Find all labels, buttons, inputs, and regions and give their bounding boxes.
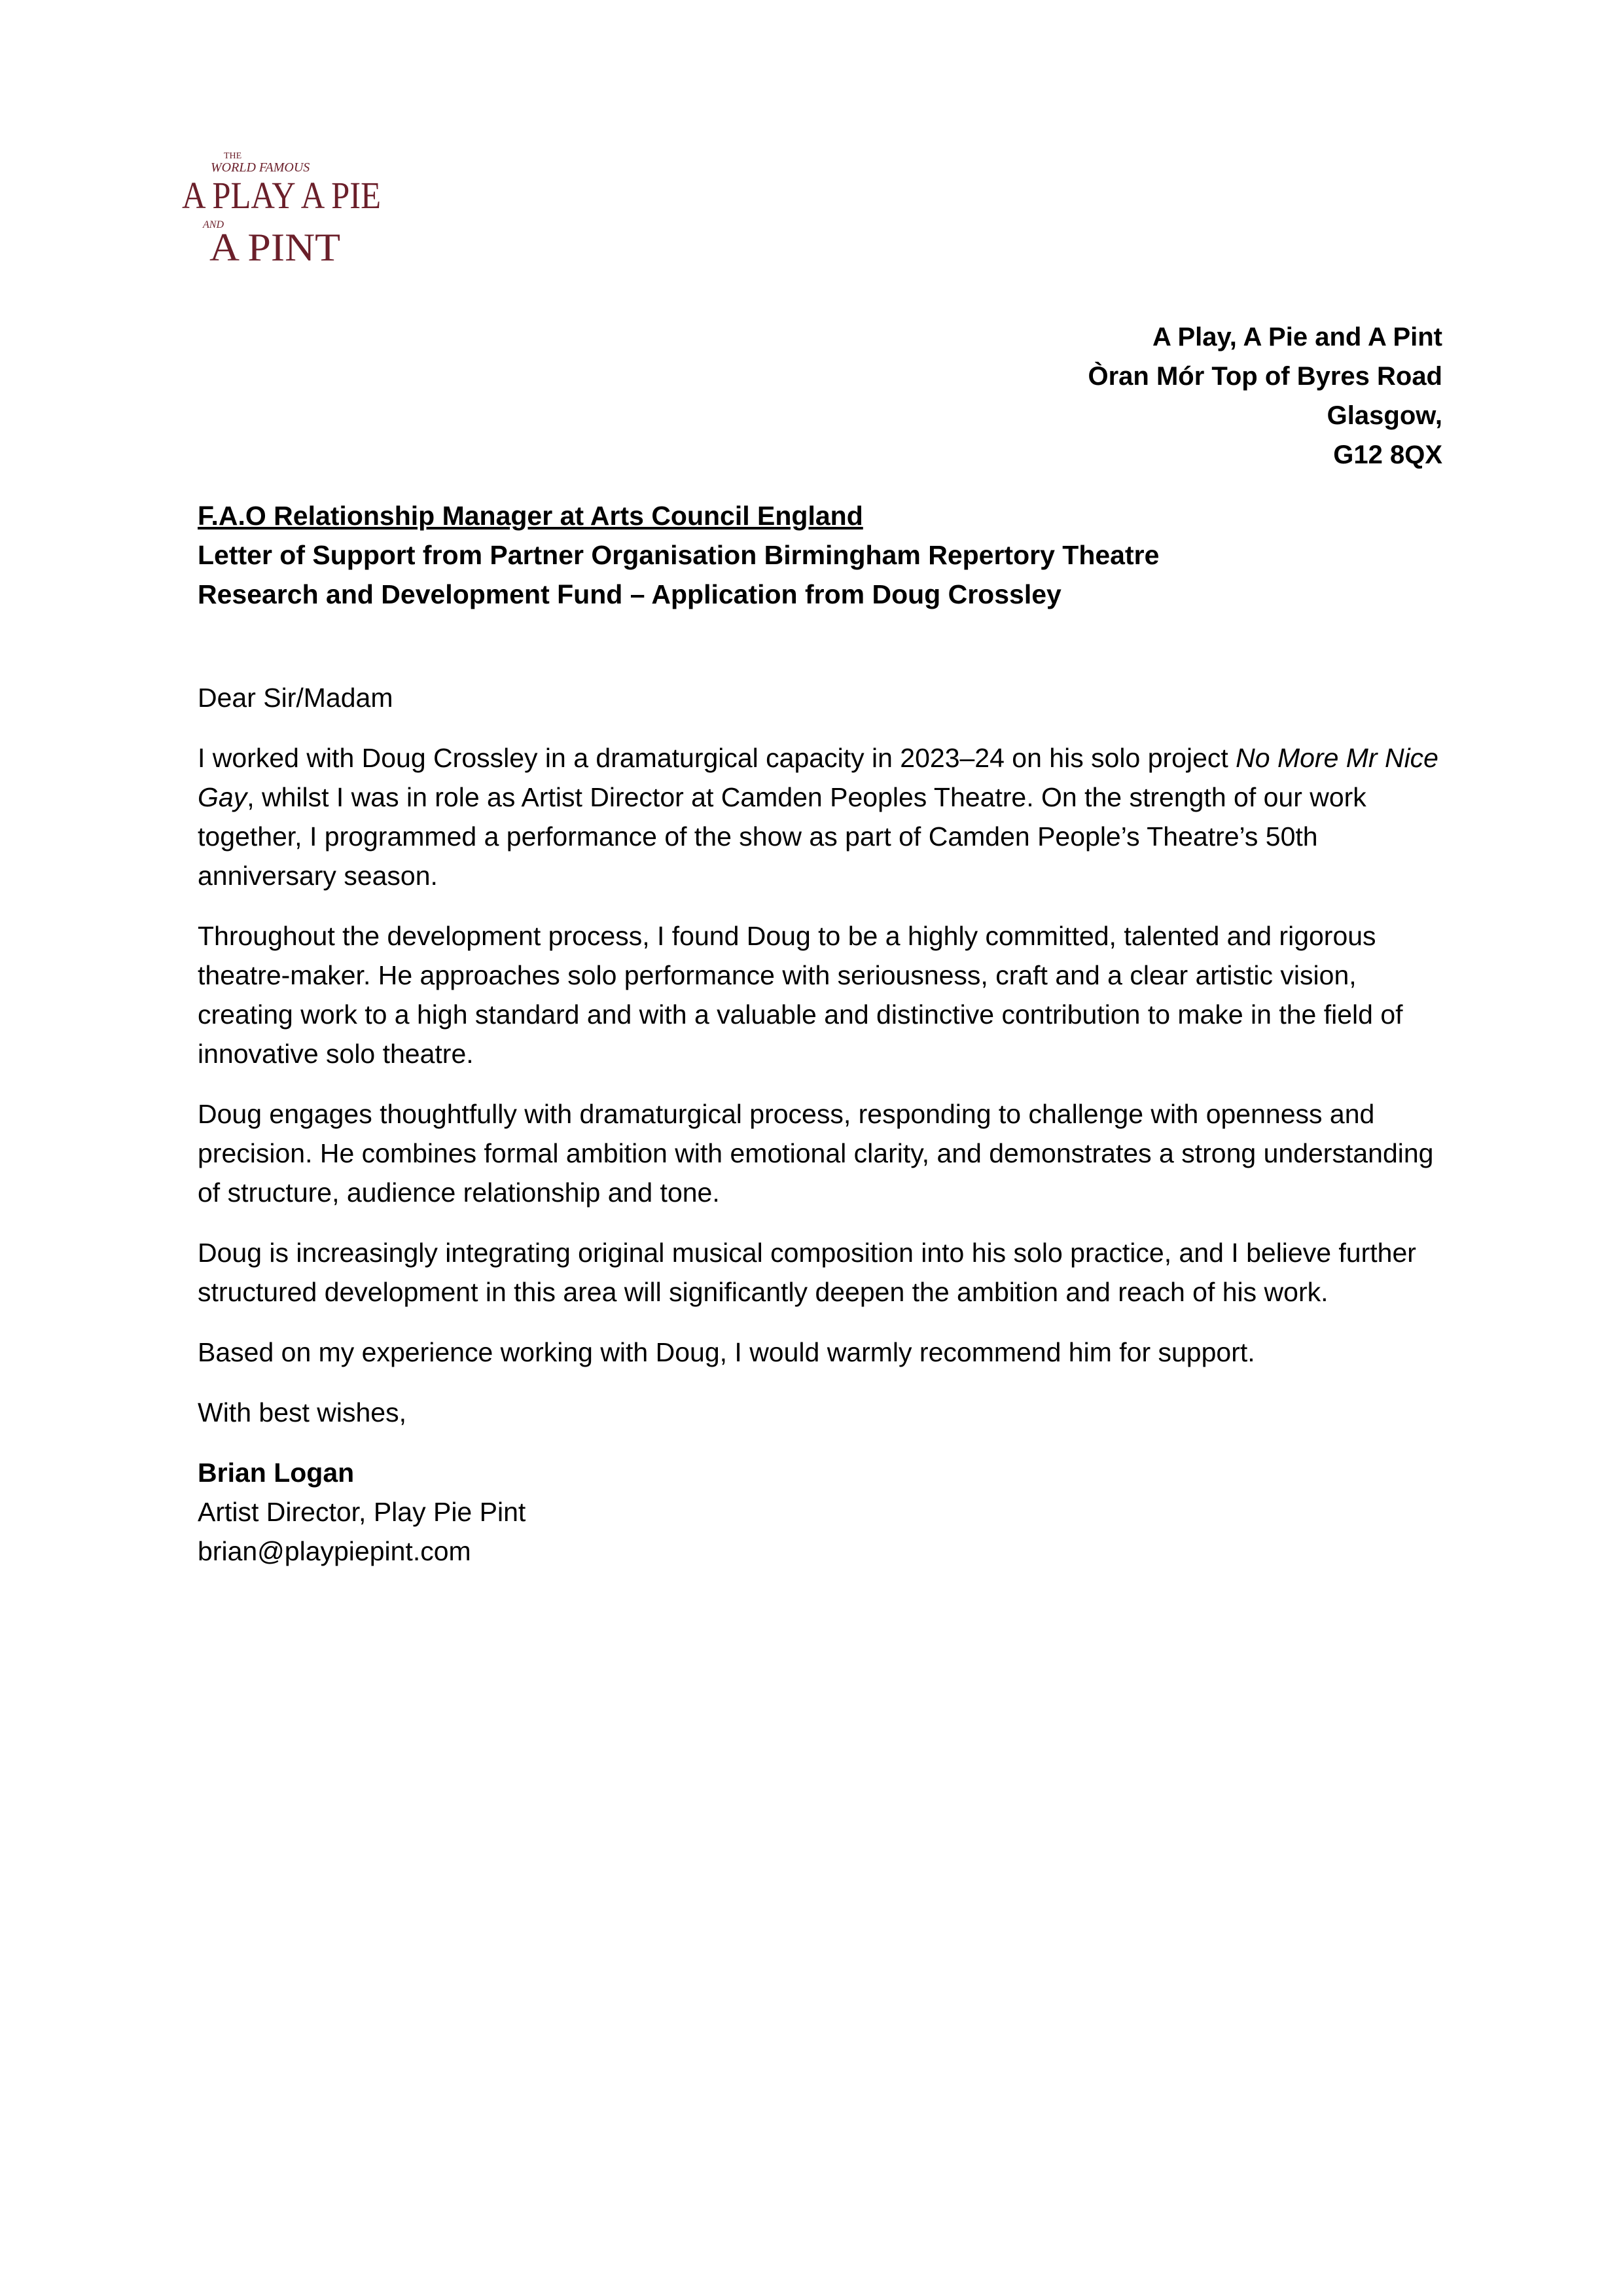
paragraph-1-before: I worked with Doug Crossley in a dramaturgical capacity in 2023–24 on his solo project <box>198 743 1236 773</box>
signatory-title: Artist Director, Play Pie Pint <box>198 1497 526 1527</box>
paragraph-2: Throughout the development process, I found Doug to be a highly committed, talented and rigorous theatre-maker. He approaches solo performance with seriousness, craft and a clear artistic vision, creating work to a high standard and with a valuable and distinctive contribution to make in the field of innovative solo theatre. <box>198 921 1403 1069</box>
logo-text-pint: A PINT <box>209 226 340 269</box>
signature-block <box>198 1453 1448 1571</box>
subject-fao: F.A.O Relationship Manager at Arts Council England <box>198 501 863 531</box>
salutation: Dear Sir/Madam <box>198 683 393 713</box>
logo-text-world-famous: WORLD FAMOUS <box>211 160 310 175</box>
paragraph-1 <box>198 738 1448 895</box>
company-logo <box>177 144 386 268</box>
address-line-venue: Òran Mór Top of Byres Road <box>1088 362 1442 391</box>
paragraph-4: Doug is increasingly integrating original musical composition into his solo practice, and I believe further structured development in this area will significantly deepen the ambition and reach of his work. <box>198 1238 1416 1307</box>
logo-text-play-pie: A PLAY A PIE <box>182 174 381 217</box>
logo-artwork <box>177 144 386 268</box>
signatory-email: brian@playpiepint.com <box>198 1536 471 1566</box>
address-line-city: Glasgow, <box>1327 401 1442 430</box>
sender-address <box>853 317 1442 475</box>
logo-text-and: AND <box>203 219 224 230</box>
logo-text-the: THE <box>224 151 242 161</box>
letter-body <box>198 496 1448 1571</box>
paragraph-5: Based on my experience working with Doug, I would warmly recommend him for support. <box>198 1337 1255 1367</box>
closing: With best wishes, <box>198 1397 406 1427</box>
subject-support: Letter of Support from Partner Organisation Birmingham Repertory Theatre <box>198 540 1160 570</box>
signatory-name: Brian Logan <box>198 1458 355 1488</box>
paragraph-1-after: , whilst I was in role as Artist Director at Camden Peoples Theatre. On the strength of our work together, I programmed a performance of the show as part of Camden People’s Theatre’s 50th anniversary season. <box>198 782 1366 891</box>
paragraph-3: Doug engages thoughtfully with dramaturgical process, responding to challenge with openness and precision. He combines formal ambition with emotional clarity, and demonstrates a strong understanding of structure, audience relationship and tone. <box>198 1099 1434 1208</box>
address-line-organisation: A Play, A Pie and A Pint <box>1152 323 1442 351</box>
subject-block <box>198 496 1448 614</box>
show-title: No More Mr Nice Gay <box>198 743 1438 812</box>
subject-fund: Research and Development Fund – Application from Doug Crossley <box>198 579 1061 609</box>
address-line-postcode: G12 8QX <box>1333 440 1442 469</box>
